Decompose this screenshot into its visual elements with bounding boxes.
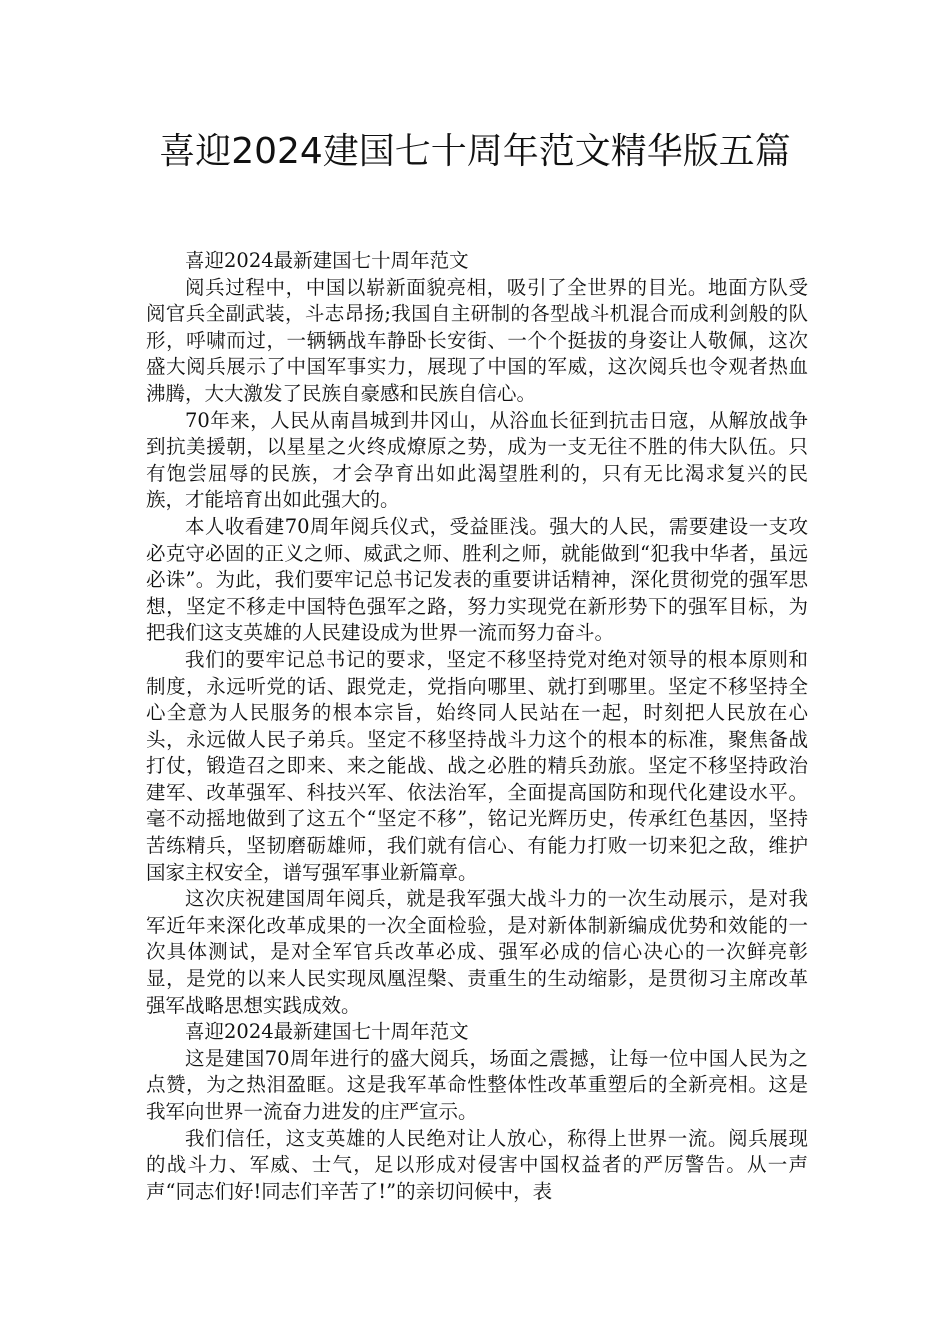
body-paragraph: 本人收看建70周年阅兵仪式，受益匪浅。强大的人民，需要建设一支攻必克守必固的正义之师、威武之师、胜利之师，就能做到“犯我中华者，虽远必诛”。为此，我们要牢记总书记发表的重要讲话精神，深化贯彻党的强军思想，坚定不移走中国特色强军之路，努力实现党在新形势下的强军目标，为把我们这支英雄的人民建设成为世界一流而努力奋斗。	[146, 514, 808, 645]
section-heading: 喜迎2024最新建国七十周年范文	[185, 249, 469, 272]
body-paragraph: 这次庆祝建国周年阅兵，就是我军强大战斗力的一次生动展示，是对我军近年来深化改革成果的一次全面检验，是对新体制新编成优势和效能的一次具体测试，是对全军官兵改革必成、强军必成的信心决心的一次鲜亮彰显，是党的以来人民实现凤凰涅槃、责重生的生动缩影，是贯彻习主席改革强军战略思想实践成效。	[146, 887, 808, 1017]
body-paragraph: 我们信任，这支英雄的人民绝对让人放心，称得上世界一流。阅兵展现的战斗力、军威、士气，足以形成对侵害中国权益者的严厉警告。从一声声“同志们好!同志们辛苦了!”的亲切问候中，表	[146, 1126, 808, 1203]
body-paragraph: 我们的要牢记总书记的要求，坚定不移坚持党对绝对领导的根本原则和制度，永远听党的话、跟党走，党指向哪里、就打到哪里。坚定不移坚持全心全意为人民服务的根本宗旨，始终同人民站在一起，时刻把人民放在心头，永远做人民子弟兵。坚定不移坚持战斗力这个的根本的标准，聚焦备战打仗，锻造召之即来、来之能战、战之必胜的精兵劲旅。坚定不移坚持政治建军、改革强军、科技兴军、依法治军，全面提高国防和现代化建设水平。毫不动摇地做到了这五个“坚定不移”，铭记光辉历史，传承红色基因，坚持苦练精兵，坚韧磨砺雄师，我们就有信心、有能力打败一切来犯之敌，维护国家主权安全，谱写强军事业新篇章。	[146, 647, 808, 884]
body-paragraph: 这是建国70周年进行的盛大阅兵，场面之震撼，让每一位中国人民为之点赞，为之热泪盈眶。这是我军革命性整体性改革重塑后的全新亮相。这是我军向世界一流奋力进发的庄严宣示。	[146, 1046, 808, 1123]
body-paragraph: 70年来，人民从南昌城到井冈山，从浴血长征到抗击日寇，从解放战争到抗美援朝，以星星之火终成燎原之势，成为一支无往不胜的伟大队伍。只有饱尝屈辱的民族，才会孕育出如此渴望胜利的，只有无比渴求复兴的民族，才能培育出如此强大的。	[146, 408, 808, 512]
body-paragraph: 阅兵过程中，中国以崭新面貌亮相，吸引了全世界的目光。地面方队受阅官兵全副武装，斗志昂扬;我国自主研制的各型战斗机混合而成利剑般的队形，呼啸而过，一辆辆战车静卧长安街、一个个挺拔的身姿让人敬佩，这次盛大阅兵展示了中国军事实力，展现了中国的军威，这次阅兵也令观者热血沸腾，大大激发了民族自豪感和民族自信心。	[146, 275, 808, 405]
document-body	[146, 248, 808, 1205]
document-title: 喜迎2024建国七十周年范文精华版五篇	[159, 131, 791, 172]
section-heading: 喜迎2024最新建国七十周年范文	[185, 1020, 469, 1044]
